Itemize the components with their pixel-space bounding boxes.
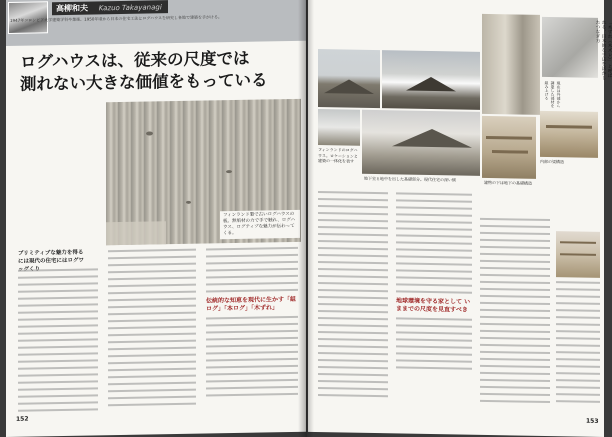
text-line [18, 345, 98, 348]
text-line [480, 295, 550, 298]
text-line [108, 354, 196, 358]
text-line [108, 340, 196, 344]
text-line [206, 323, 298, 327]
text-line [556, 302, 600, 305]
text-line [108, 319, 196, 323]
text-line [396, 331, 472, 334]
house-roof [406, 77, 456, 92]
text-line [318, 268, 388, 271]
text-line [108, 375, 196, 379]
photo-foundation [318, 109, 360, 146]
text-line [108, 277, 196, 281]
text-line [396, 345, 472, 348]
text-line [18, 359, 98, 362]
text-line [318, 380, 388, 383]
body-text-column-r2 [396, 192, 472, 374]
text-line [206, 393, 298, 397]
text-line [480, 365, 550, 368]
text-line [318, 205, 388, 208]
wood-knot [226, 170, 232, 173]
text-line [206, 386, 298, 390]
text-line [206, 379, 298, 383]
author-name-romaji: Kazuo Takayanagi [98, 3, 162, 13]
author-header [6, 0, 306, 46]
text-line [396, 227, 472, 230]
text-line [108, 361, 196, 365]
text-line [206, 316, 298, 320]
text-line [556, 386, 600, 389]
text-line [318, 331, 388, 334]
text-line [18, 268, 98, 271]
text-line [318, 226, 388, 229]
text-line [318, 191, 388, 194]
text-line [318, 324, 388, 327]
text-line [480, 260, 550, 263]
text-line [318, 233, 388, 236]
text-line [318, 310, 388, 313]
text-line [18, 366, 98, 369]
text-line [318, 212, 388, 215]
text-line [108, 389, 196, 393]
body-text-column-r3 [480, 218, 550, 408]
text-line [318, 296, 388, 299]
text-line [18, 338, 98, 341]
text-line [318, 352, 388, 355]
text-line [18, 380, 98, 383]
text-line [18, 282, 98, 285]
text-line [318, 219, 388, 222]
text-line [18, 310, 98, 313]
text-line [18, 296, 98, 299]
text-line [480, 309, 550, 312]
text-line [108, 284, 196, 288]
text-line [556, 337, 600, 340]
text-line [480, 379, 550, 382]
text-line [318, 373, 388, 376]
photo-joint-detail [542, 17, 598, 78]
vertical-caption: 「木ずれ（木ズレ）」と呼ばれる、日本的な手法を活かしたつなぎ方 [595, 19, 612, 80]
body-text-column-r4 [556, 281, 600, 408]
text-line [396, 248, 472, 251]
text-line [318, 345, 388, 348]
text-line [108, 396, 196, 400]
text-line [206, 372, 298, 376]
page-number-right: 153 [586, 417, 599, 425]
text-line [480, 232, 550, 235]
text-line [480, 393, 550, 396]
text-line [396, 338, 472, 341]
text-line [396, 290, 472, 293]
text-line [206, 289, 298, 293]
text-line [108, 298, 196, 302]
text-line [206, 268, 298, 272]
photo-caption-a: フィンランドのログハウス。ロケーションと建築の一体化を表す [318, 147, 358, 164]
text-line [396, 352, 472, 355]
text-line [396, 220, 472, 223]
text-line [206, 330, 298, 334]
text-line [206, 337, 298, 341]
text-line [108, 291, 196, 295]
book-gutter [298, 0, 314, 437]
text-line [396, 192, 472, 195]
text-line [556, 309, 600, 312]
photo-caption-c: 建物の下は地下の基礎構造 [484, 179, 532, 186]
text-line [206, 275, 298, 279]
photo-interior-ceiling [556, 231, 600, 278]
photo-house-exterior [362, 110, 480, 176]
text-line [318, 198, 388, 201]
text-line [480, 225, 550, 228]
body-text-column-r1 [318, 191, 388, 402]
text-line [318, 254, 388, 257]
text-line [556, 323, 600, 326]
text-line [396, 366, 472, 369]
text-line [480, 218, 550, 221]
text-line [318, 261, 388, 264]
house-roof [392, 128, 472, 147]
text-line [480, 400, 550, 403]
photo-caption-b: 地下室と地中を出した基礎部分。現代住宅の深い懐 [364, 175, 456, 183]
text-line [318, 247, 388, 250]
photo-house-mountain [318, 49, 380, 108]
wood-edge [106, 221, 166, 245]
text-line [396, 317, 472, 320]
text-line [480, 358, 550, 361]
text-line [108, 326, 196, 330]
text-line [480, 246, 550, 249]
body-text-column-3 [206, 247, 298, 402]
text-line [18, 275, 98, 278]
wood-knot [146, 131, 153, 135]
text-line [206, 261, 298, 265]
photo-interior-beams [482, 116, 536, 179]
text-line [108, 382, 196, 386]
text-line [556, 330, 600, 333]
text-line [18, 408, 98, 411]
text-line [206, 351, 298, 355]
text-line [556, 281, 600, 284]
author-name-kanji: 高柳和夫 [56, 3, 88, 14]
text-line [318, 303, 388, 306]
author-name [52, 0, 168, 15]
text-line [480, 330, 550, 333]
text-line [18, 303, 98, 306]
text-line [318, 366, 388, 369]
photo-interior-room [540, 111, 598, 158]
text-line [318, 338, 388, 341]
beam [560, 253, 596, 256]
text-line [480, 267, 550, 270]
author-bio: 1947年コロンビア大学建築学科卒業後、1950年頃から日本の住宅工法とログハウスを研究し各地で建築を手がける。 [10, 14, 222, 23]
text-line [396, 276, 472, 279]
text-line [18, 373, 98, 376]
text-line [206, 365, 298, 369]
text-line [318, 317, 388, 320]
text-line [206, 344, 298, 348]
text-line [108, 263, 196, 267]
beam [546, 125, 592, 129]
text-line [18, 394, 98, 397]
text-line [396, 269, 472, 272]
text-line [18, 331, 98, 334]
text-line [556, 288, 600, 291]
text-line [318, 359, 388, 362]
text-line [556, 365, 600, 368]
text-line [206, 358, 298, 362]
text-line [480, 253, 550, 256]
text-line [556, 316, 600, 319]
text-line [480, 288, 550, 291]
text-line [556, 344, 600, 347]
text-line [396, 359, 472, 362]
text-line [318, 387, 388, 390]
text-line [318, 282, 388, 285]
headline-line-2: 測れない大きな価値をもっている [20, 70, 268, 94]
text-line [556, 358, 600, 361]
text-line [556, 379, 600, 382]
text-line [18, 352, 98, 355]
photo-house-snow [382, 50, 480, 110]
body-text-column-2 [108, 249, 196, 412]
text-line [18, 401, 98, 404]
text-line [396, 283, 472, 286]
text-line [18, 387, 98, 390]
wood-knot [186, 201, 191, 204]
text-line [396, 213, 472, 216]
headline-line-1: ログハウスは、従来の尺度では [20, 48, 250, 72]
text-line [556, 393, 600, 396]
beam [492, 150, 528, 154]
text-line [396, 262, 472, 265]
text-line [480, 302, 550, 305]
photo-caption: フィンランド製で古いログハウスの板。無垢材の力で手で触れ、ログハウス、ログティブな魅力が伝わってくる。 [220, 210, 300, 239]
text-line [556, 372, 600, 375]
right-page [308, 0, 612, 437]
section-heading-right: 地球環境を守る家として いままでの尺度を見直すべき [396, 297, 471, 314]
text-line [318, 394, 388, 397]
text-line [108, 347, 196, 351]
text-line [396, 255, 472, 258]
text-line [206, 247, 298, 251]
photo-caption-d: 内部の梁構造 [540, 158, 564, 165]
text-line [556, 295, 600, 298]
text-line [396, 241, 472, 244]
text-line [206, 282, 298, 286]
text-line [480, 386, 550, 389]
page-number-left: 152 [16, 415, 29, 423]
text-line [480, 344, 550, 347]
text-line [480, 351, 550, 354]
text-line [480, 281, 550, 284]
text-line [396, 199, 472, 202]
text-line [480, 372, 550, 375]
text-line [108, 305, 196, 309]
text-line [108, 270, 196, 274]
subhead: ブリミティブな魅力を得るには現代の住宅にはログワッグくり [18, 249, 85, 265]
text-line [18, 317, 98, 320]
text-line [396, 324, 472, 327]
text-line [480, 337, 550, 340]
house-roof [324, 79, 374, 94]
section-heading: 伝統的な知恵を現代に生かす「組ログ」「本ログ」「木ずれ」 [206, 295, 297, 313]
text-line [108, 249, 196, 253]
text-line [480, 323, 550, 326]
text-line [108, 256, 196, 260]
text-line [108, 333, 196, 337]
text-line [480, 316, 550, 319]
text-line [396, 206, 472, 209]
headline [20, 47, 300, 96]
text-line [18, 289, 98, 292]
text-line [480, 274, 550, 277]
text-line [556, 351, 600, 354]
beam [560, 241, 596, 244]
photo-wall-detail [482, 14, 540, 115]
beam [486, 136, 532, 140]
text-line [206, 254, 298, 258]
text-line [318, 275, 388, 278]
body-text-column-1 [18, 268, 98, 416]
text-line [108, 368, 196, 372]
text-line [480, 239, 550, 242]
magazine-spread [6, 0, 612, 437]
text-line [318, 289, 388, 292]
vertical-caption-2: 現在は外部から調達した部材を組み上げる [545, 80, 562, 108]
text-line [318, 240, 388, 243]
text-line [556, 400, 600, 403]
text-line [396, 234, 472, 237]
text-line [108, 312, 196, 316]
text-line [108, 403, 196, 407]
text-line [18, 324, 98, 327]
left-page [6, 0, 306, 437]
